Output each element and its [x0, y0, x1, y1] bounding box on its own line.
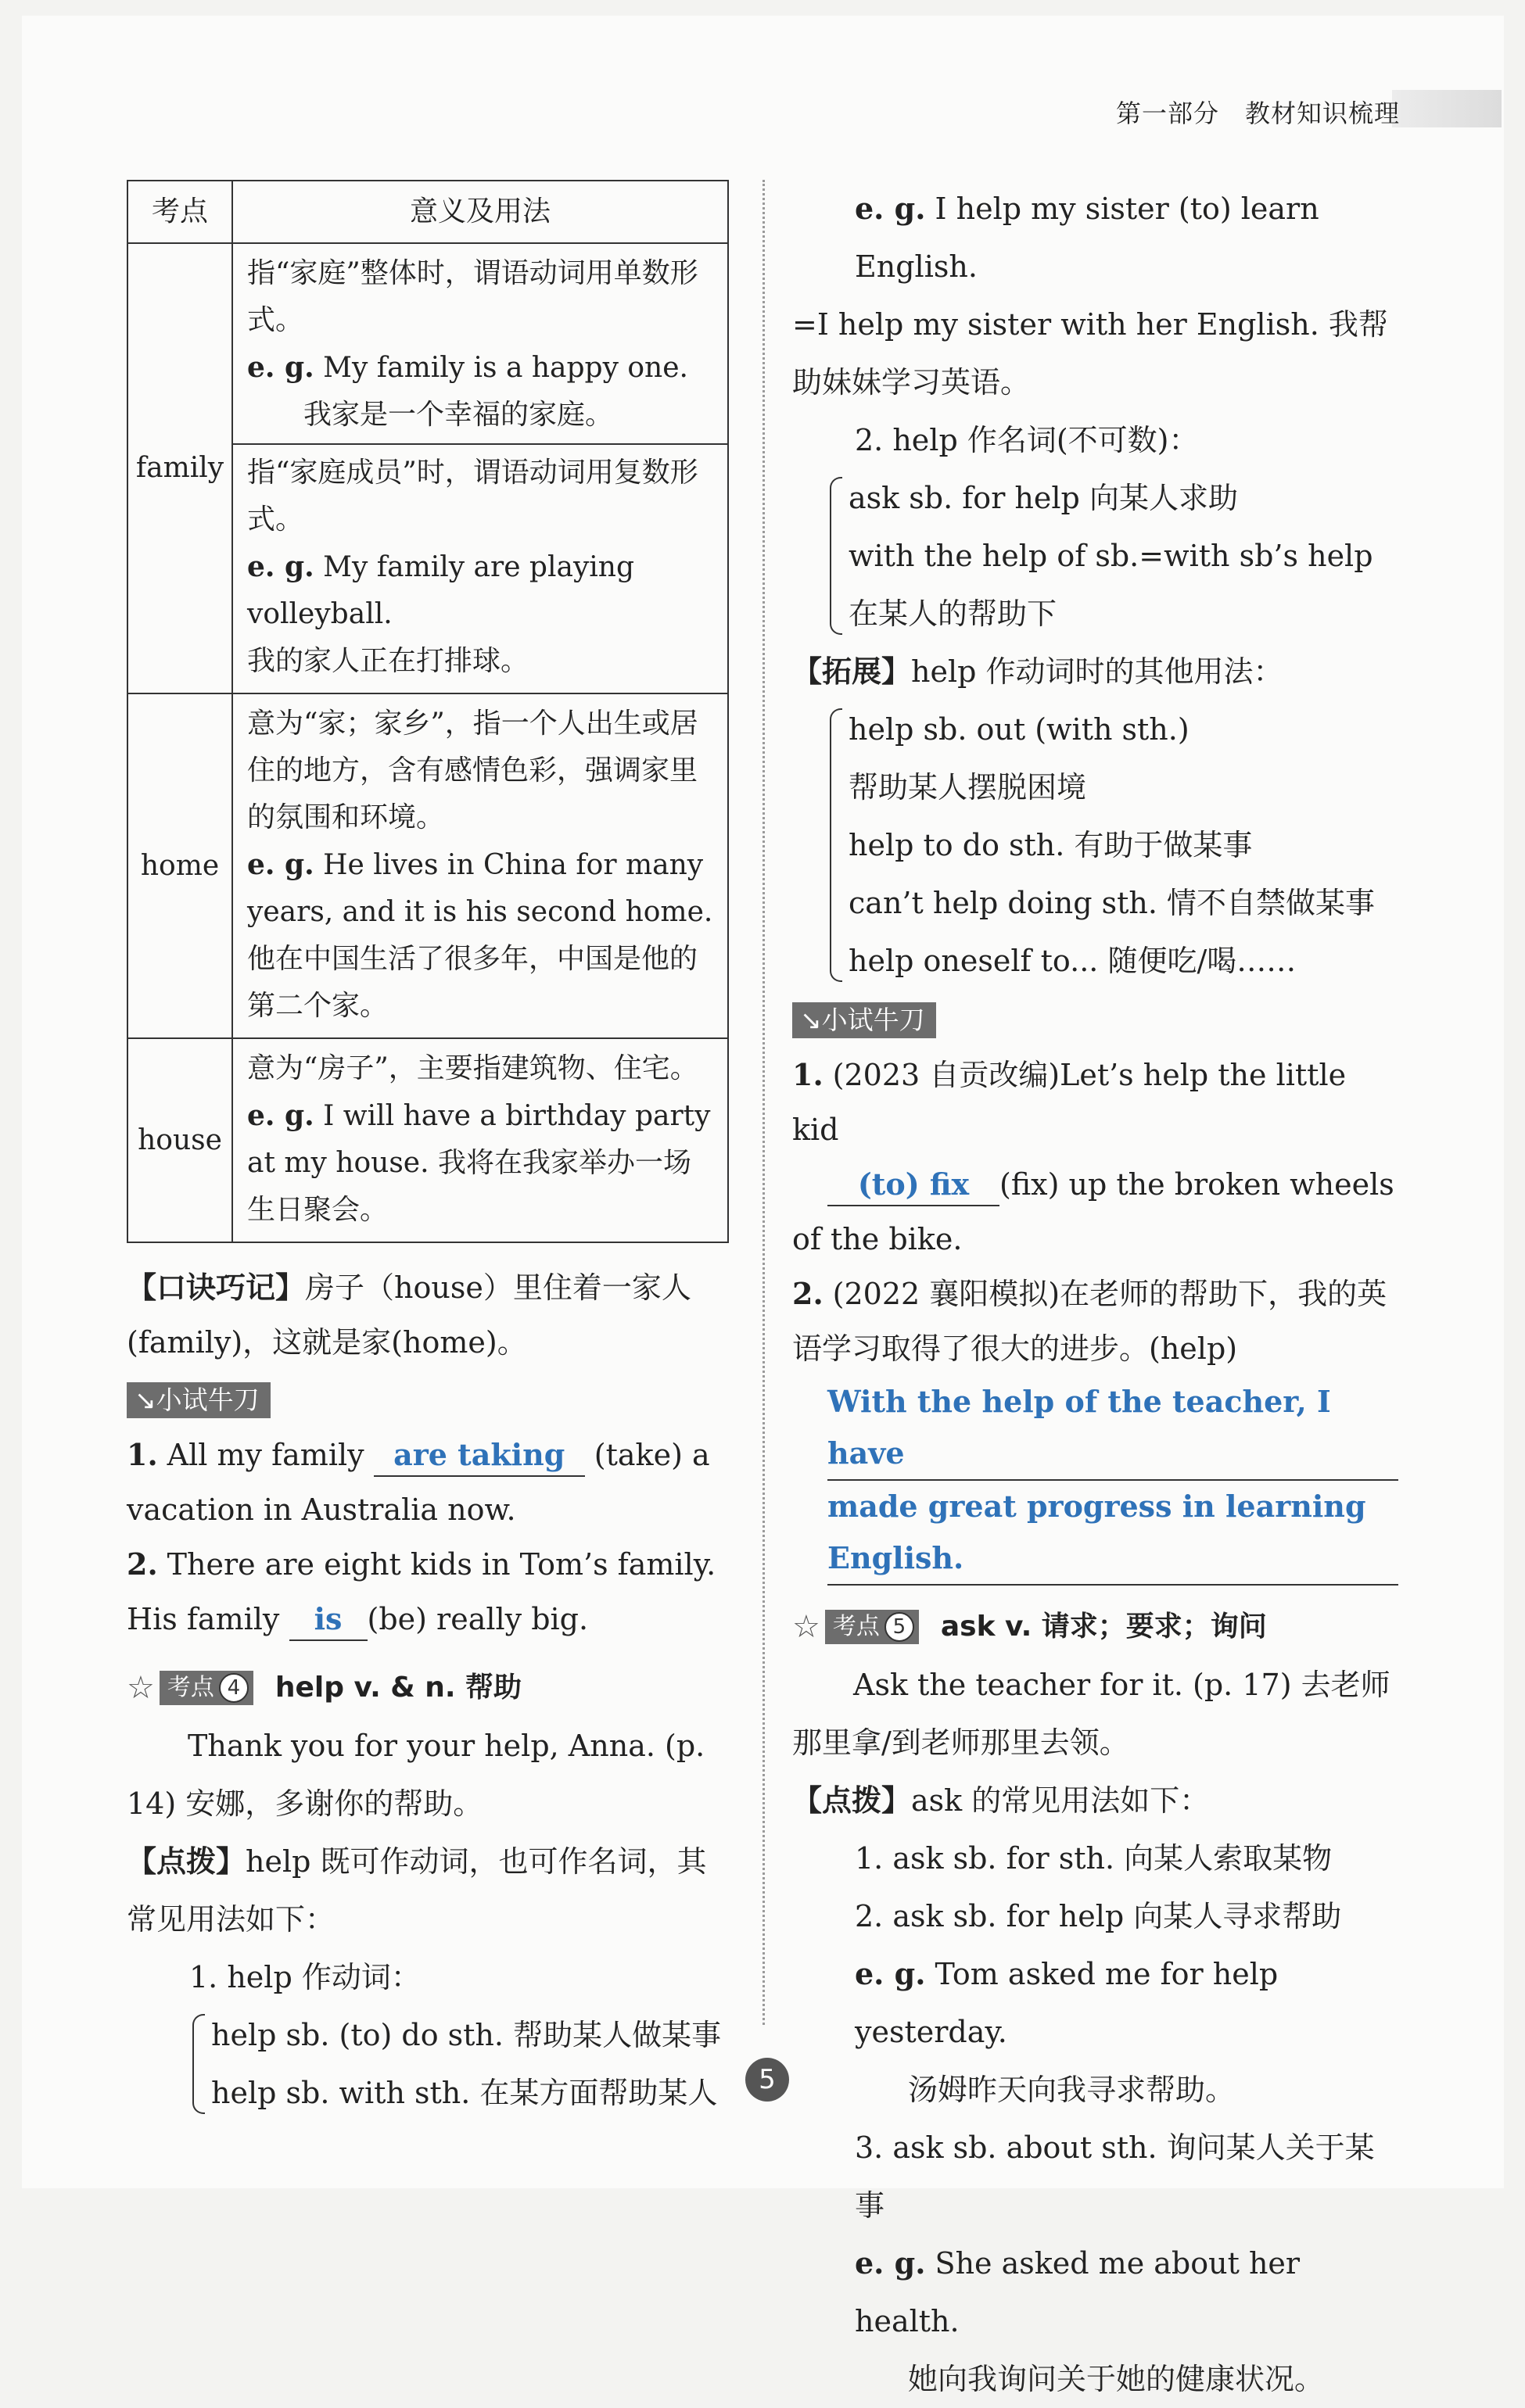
subheading: 1. help 作动词： — [189, 1960, 421, 1994]
brace-group: ask sb. for help 向某人求助 with the help of sb.=with sb’s help 在某人的帮助下 — [825, 469, 1398, 643]
example-equivalent: =I help my sister with her English. 我帮助妹妹学习英语。 — [792, 307, 1388, 400]
example-cn: 我将在我家举办一场生日聚会。 — [247, 1147, 692, 1226]
practice-question: 1. All my family are taking (take) a vacation in Australia now. — [127, 1428, 729, 1537]
table-row-home — [127, 693, 728, 1038]
usage-text: 指“家庭成员”时，谓语动词用复数形式。 — [247, 457, 698, 536]
column-divider — [762, 180, 765, 2025]
header-decoration — [1392, 90, 1502, 127]
term-cell: house — [127, 1038, 232, 1242]
example-en: My family are playing volleyball. — [247, 551, 635, 630]
brace-group: help sb. (to) do sth. 帮助某人做某事 help sb. with sth. 在某方面帮助某人 — [188, 2006, 729, 2122]
memory-tip — [127, 1260, 729, 1370]
kaodian-4-heading: ☆ 考点 4 help v. & n. 帮助 — [127, 1659, 729, 1717]
answer-line: made great progress in learning English. — [827, 1481, 1398, 1586]
table-header-usage: 意义及用法 — [232, 181, 728, 243]
tip: 【点拨】ask 的常见用法如下： — [792, 1783, 1210, 1818]
memory-tip-label: 【口诀巧记】 — [127, 1270, 306, 1305]
extension: 【拓展】help 作动词时的其他用法： — [792, 654, 1283, 689]
example-en: He lives in China for many years, and it is his second home. — [247, 849, 713, 928]
eg-label: e. g. — [247, 550, 314, 583]
practice-badge: ↘小试牛刀 — [127, 1382, 271, 1418]
example-cn: 他在中国生活了很多年，中国是他的第二个家。 — [247, 943, 698, 1022]
example-cn: 我家是一个幸福的家庭。 — [303, 399, 614, 431]
section-header: 第一部分 教材知识梳理 — [1115, 99, 1400, 128]
table-row-family — [127, 243, 728, 693]
textbook-quote: Ask the teacher for it. (p. 17) 去老师那里拿/到老师那里去领。 — [792, 1668, 1390, 1760]
practice-question: 1. (2023 自贡改编)Let’s help the little kid (to) fix (fix) up the broken wheels of the bike. — [792, 1057, 1394, 1256]
practice-question: 2. There are eight kids in Tom’s family. His family is (be) really big. — [127, 1537, 729, 1647]
left-column — [127, 180, 729, 2122]
right-column: e. g. I help my sister (to) learn English. =I help my sister with her English. 我帮助妹妹学习英语。 2. help 作名词(不可数)： ask sb. for help 向某人求助 with the help of sb.=with sb’s help 在某人的帮助下 【拓展】help 作动词时的其他用法： help sb. out (with sth.) 帮助某人摆脱困境 help to do sth. 有助于做某事 can’t help doing sth. 情不自禁做某事 help oneself to... 随便吃/喝…… ↘小试牛刀 1. (2023 自贡改编)Let’s help the little kid (to) fix (fix) up the broken wheels of the bike. 2. (2022 襄阳模拟)在老师的帮助下，我的英语学习取得了很大的进步。(help) With the help of the teacher, I have made great progress in learning English. ☆ 考点 5 ask v. 请求；要求；询问 Ask the teacher for it. (p. 17) 去老师那里拿/到老师那里去领。 【点拨】ask 的常见用法如下： 1. ask sb. for sth. 向某人索取某物 2. ask sb. for help 向某人寻求帮助 e. g. Tom asked me for help yesterday. 汤姆昨天向我寻求帮助。 3. ask sb. about sth. 询问某人关于某事 e. g. She asked me about her health. 她向我询问关于她的健康状况。 — [792, 180, 1398, 2408]
eg-label: e. g. — [247, 351, 314, 384]
answer-blank: are taking — [374, 1435, 585, 1477]
star-icon: ☆ — [127, 1670, 155, 1706]
star-icon: ☆ — [792, 1609, 820, 1645]
practice-badge: ↘小试牛刀 — [792, 1002, 936, 1038]
kaodian-title: ask v. 请求；要求；询问 — [940, 1611, 1267, 1643]
answer-blank: is — [289, 1599, 368, 1641]
usage-text: 意为“房子”，主要指建筑物、住宅。 — [247, 1052, 698, 1084]
subheading: 2. help 作名词(不可数)： — [855, 423, 1199, 457]
term-cell: family — [127, 243, 232, 693]
answer-blank: (to) fix — [827, 1164, 999, 1206]
page-number: 5 — [745, 2058, 789, 2102]
memory-tip-text: 房子（house）里住着一家人(family)，这就是家(home)。 — [127, 1270, 691, 1360]
answer-line: With the help of the teacher, I have — [827, 1376, 1398, 1481]
example-en: My family is a happy one. — [323, 352, 688, 384]
usage-text: 意为“家；家乡”，指一个人出生或居住的地方，含有感情色彩，强调家里的氛围和环境。 — [247, 708, 698, 833]
brace-group: help sb. out (with sth.) 帮助某人摆脱困境 help to do sth. 有助于做某事 can’t help doing sth. 情不自禁做某事 help oneself to... 随便吃/喝…… — [825, 701, 1398, 990]
textbook-quote: Thank you for your help, Anna. (p. 14) 安娜，多谢你的帮助。 — [127, 1729, 705, 1821]
eg-label: e. g. — [247, 848, 314, 881]
usage-table — [127, 180, 729, 1243]
practice-question: 2. (2022 襄阳模拟)在老师的帮助下，我的英语学习取得了很大的进步。(help) With the help of the teacher, I have made great progress in learning English. — [792, 1267, 1398, 1586]
term-cell: home — [127, 693, 232, 1038]
arrow-icon: ↘ — [800, 1005, 822, 1035]
eg-label: e. g. — [247, 1099, 314, 1132]
table-header-term: 考点 — [127, 181, 232, 243]
usage-text: 指“家庭”整体时，谓语动词用单数形式。 — [247, 257, 698, 336]
kaodian-title: help v. & n. 帮助 — [274, 1672, 522, 1704]
kaodian-5-heading: ☆ 考点 5 ask v. 请求；要求；询问 — [792, 1598, 1398, 1656]
arrow-icon: ↘ — [135, 1385, 156, 1415]
tip: 【点拨】help 既可作动词，也可作名词，其常见用法如下： — [127, 1844, 707, 1937]
example-en: I will have a birthday party at my house. — [247, 1100, 711, 1179]
example-cn: 我的家人正在打排球。 — [247, 645, 529, 677]
table-row-house — [127, 1038, 728, 1242]
